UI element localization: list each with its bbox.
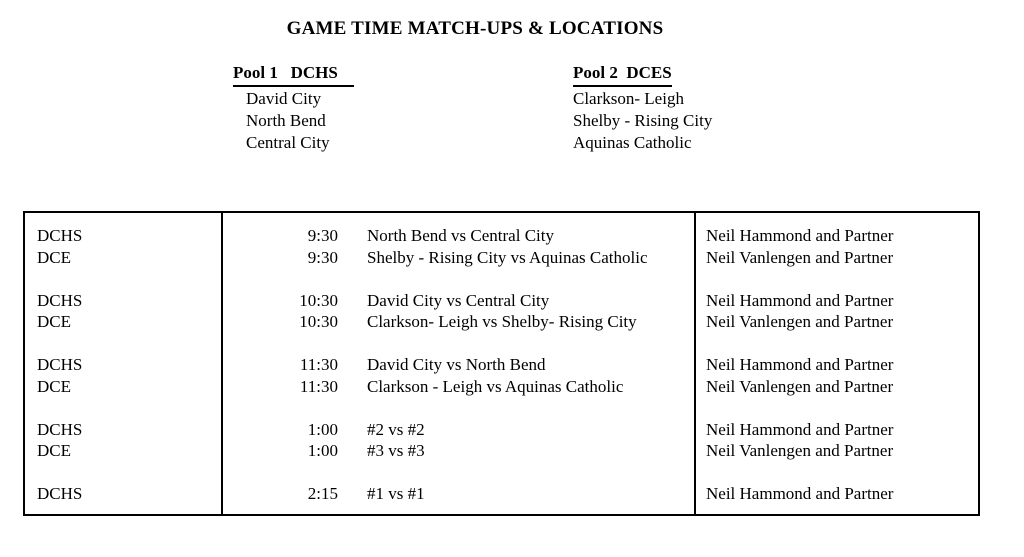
matchup-cell: Shelby - Rising City vs Aquinas Catholic bbox=[367, 247, 648, 267]
matchup-cell: #3 vs #3 bbox=[367, 441, 425, 460]
time-cell: 9:30 bbox=[307, 247, 338, 267]
venue-cell: DCE bbox=[37, 376, 71, 396]
schedule-table bbox=[23, 211, 980, 516]
venue-cell: DCHS bbox=[37, 290, 83, 310]
schedule-row bbox=[25, 420, 978, 442]
officials-cell: Neil Hammond and Partner bbox=[706, 226, 894, 245]
spacer-row bbox=[25, 463, 978, 485]
matchup-cell: North Bend vs Central City bbox=[367, 226, 554, 245]
time-cell: 9:30 bbox=[307, 226, 338, 245]
spacer-row bbox=[25, 269, 978, 291]
schedule-row bbox=[25, 377, 978, 399]
officials-cell: Neil Hammond and Partner bbox=[706, 419, 894, 439]
time-cell: 10:30 bbox=[299, 290, 338, 310]
schedule-row bbox=[25, 291, 978, 313]
pool-1-team: Central City bbox=[246, 133, 330, 152]
officials-cell: Neil Hammond and Partner bbox=[706, 355, 894, 374]
officials-cell: Neil Hammond and Partner bbox=[706, 484, 894, 503]
schedule-rows bbox=[25, 213, 978, 506]
matchup-cell: David City vs North Bend bbox=[367, 355, 546, 374]
venue-cell: DCE bbox=[37, 247, 71, 267]
pool-2-section bbox=[573, 62, 712, 154]
officials-cell: Neil Vanlengen and Partner bbox=[706, 376, 894, 396]
officials-cell: Neil Vanlengen and Partner bbox=[706, 247, 894, 267]
matchup-cell: Clarkson- Leigh vs Shelby- Rising City bbox=[367, 312, 637, 331]
time-cell: 11:30 bbox=[299, 355, 338, 374]
matchup-cell: Clarkson - Leigh vs Aquinas Catholic bbox=[367, 376, 624, 396]
pool-1-team-list bbox=[233, 88, 354, 154]
officials-cell: Neil Hammond and Partner bbox=[706, 290, 894, 310]
spacer-row bbox=[25, 334, 978, 356]
pool-1-section bbox=[233, 62, 354, 154]
pool-1-team: David City bbox=[246, 89, 322, 108]
time-cell: 2:15 bbox=[307, 484, 338, 503]
page-title: GAME TIME MATCH-UPS & LOCATIONS bbox=[286, 18, 664, 39]
pool-1-team: North Bend bbox=[246, 111, 326, 130]
venue-cell: DCE bbox=[37, 312, 71, 331]
venue-cell: DCHS bbox=[37, 355, 83, 374]
matchup-cell: #1 vs #1 bbox=[367, 484, 425, 503]
schedule-row bbox=[25, 248, 978, 270]
matchup-cell: David City vs Central City bbox=[367, 290, 550, 310]
officials-cell: Neil Vanlengen and Partner bbox=[706, 441, 894, 460]
time-cell: 1:00 bbox=[307, 419, 338, 439]
time-cell: 11:30 bbox=[299, 376, 338, 396]
venue-cell: DCHS bbox=[37, 226, 83, 245]
matchup-cell: #2 vs #2 bbox=[367, 419, 425, 439]
schedule-row bbox=[25, 226, 978, 248]
pool-2-team-list bbox=[573, 88, 712, 154]
pool-2-header: Pool 2 DCES bbox=[573, 62, 672, 87]
schedule-row bbox=[25, 355, 978, 377]
pool-2-team: Shelby - Rising City bbox=[573, 111, 713, 130]
pool-1-header: Pool 1 DCHS bbox=[233, 62, 354, 87]
pool-2-team: Aquinas Catholic bbox=[573, 133, 692, 152]
officials-cell: Neil Vanlengen and Partner bbox=[706, 312, 894, 331]
schedule-row bbox=[25, 441, 978, 463]
venue-cell: DCHS bbox=[37, 484, 83, 503]
time-cell: 1:00 bbox=[307, 441, 338, 460]
schedule-row bbox=[25, 312, 978, 334]
venue-cell: DCHS bbox=[37, 419, 83, 439]
spacer-row bbox=[25, 398, 978, 420]
time-cell: 10:30 bbox=[299, 312, 338, 331]
pool-2-team: Clarkson- Leigh bbox=[573, 89, 684, 108]
venue-cell: DCE bbox=[37, 441, 71, 460]
schedule-row bbox=[25, 484, 978, 506]
